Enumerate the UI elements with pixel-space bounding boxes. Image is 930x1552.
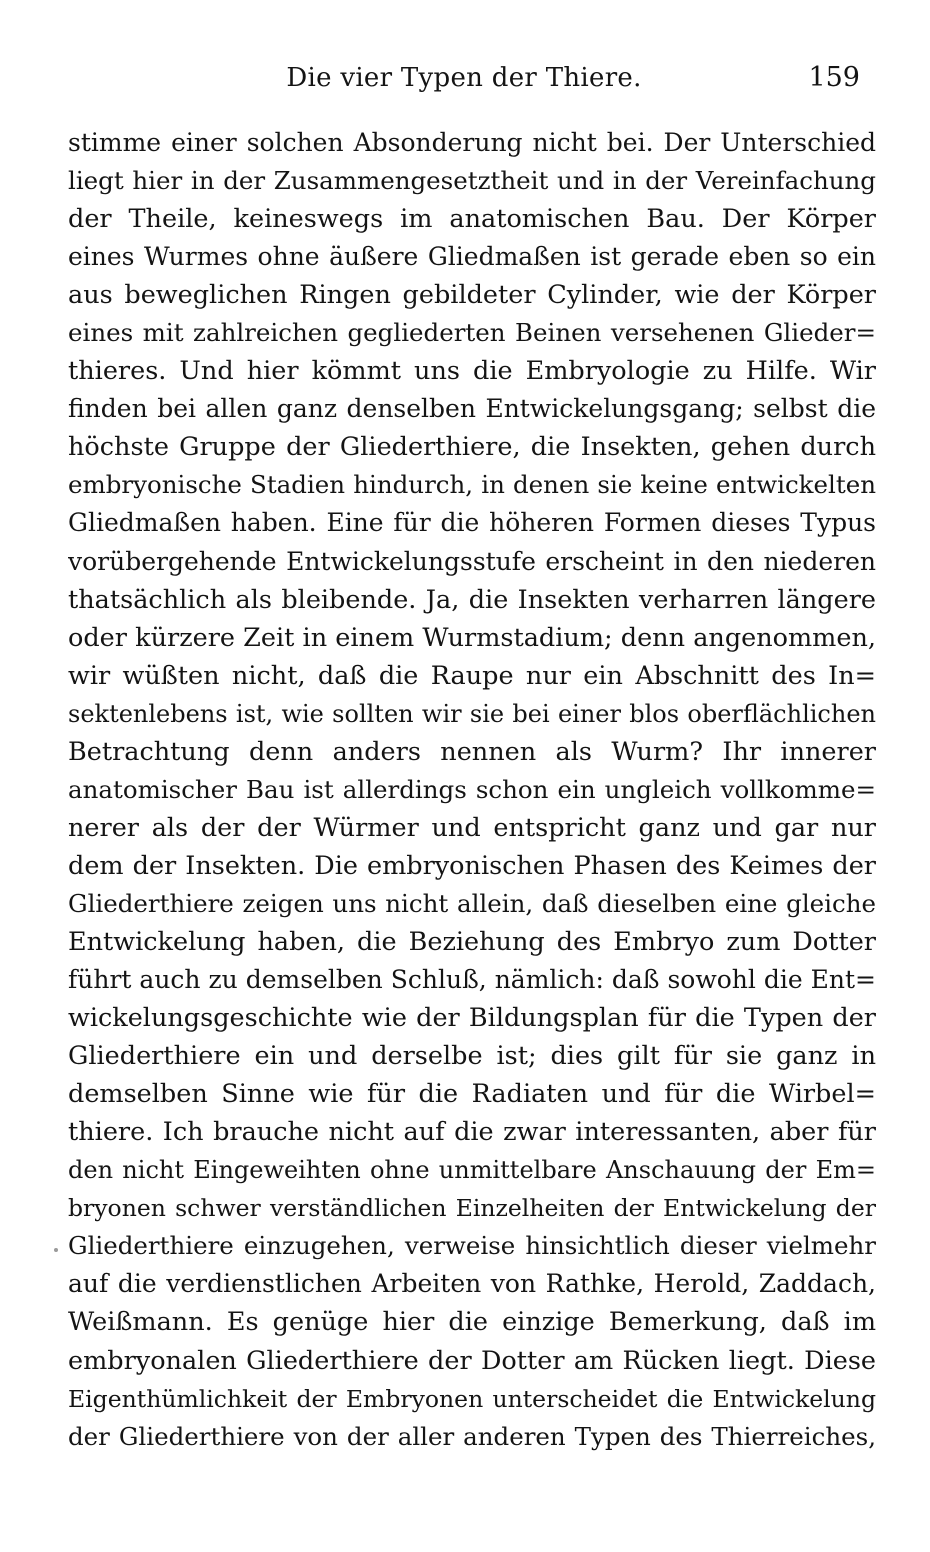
text-line: den nicht Eingeweihten ohne unmittelbare Anschauung der Em= xyxy=(68,1156,876,1185)
text-line: finden bei allen ganz denselben Entwickelungsgang; selbst die xyxy=(68,394,876,424)
text-line: eines mit zahlreichen gegliederten Beinen versehenen Glieder= xyxy=(68,318,876,348)
text-line: thatsächlich als bleibende. Ja, die Insekten verharren längere xyxy=(68,584,876,615)
text-line: der Theile, keineswegs im anatomischen Bau. Der Körper xyxy=(68,204,876,235)
text-line: Entwickelung haben, die Beziehung des Embryo zum Dotter xyxy=(68,926,876,957)
text-line: Gliederthiere zeigen uns nicht allein, daß dieselben eine gleiche xyxy=(68,888,876,918)
text-line: thieres. Und hier kömmt uns die Embryologie zu Hilfe. Wir xyxy=(68,356,876,387)
paper-speck xyxy=(54,1248,58,1252)
text-line: Gliederthiere ein und derselbe ist; dies gilt für sie ganz in xyxy=(68,1041,876,1072)
page-number: 159 xyxy=(808,62,860,93)
text-line: der Gliederthiere von der aller anderen Typen des Thierreiches, xyxy=(68,1421,876,1451)
text-line: stimme einer solchen Absonderung nicht bei. Der Unterschied xyxy=(68,128,876,157)
text-line: führt auch zu demselben Schluß, nämlich: daß sowohl die Ent= xyxy=(68,965,876,995)
text-line: vorübergehende Entwickelungsstufe erscheint in den niederen xyxy=(68,546,876,576)
running-head xyxy=(68,60,860,96)
text-line: aus beweglichen Ringen gebildeter Cylinder, wie der Körper xyxy=(68,280,876,311)
text-line: wir wüßten nicht, daß die Raupe nur ein Abschnitt des In= xyxy=(68,660,876,691)
text-line: bryonen schwer verständlichen Einzelheiten der Entwickelung der xyxy=(68,1194,876,1223)
text-line: embryonische Stadien hindurch, in denen sie keine entwickelten xyxy=(68,470,876,500)
text-line: sektenlebens ist, wie sollten wir sie bei einer blos oberflächlichen xyxy=(68,699,876,728)
text-line: eines Wurmes ohne äußere Gliedmaßen ist gerade eben so ein xyxy=(68,242,876,272)
text-line: demselben Sinne wie für die Radiaten und für die Wirbel= xyxy=(68,1079,876,1110)
text-line: wickelungsgeschichte wie der Bildungsplan für die Typen der xyxy=(68,1003,876,1034)
text-line: Gliederthiere einzugehen, verweise hinsichtlich dieser vielmehr xyxy=(68,1231,876,1261)
text-line: nerer als der der Würmer und entspricht ganz und gar nur xyxy=(68,812,876,843)
running-title: Die vier Typen der Thiere. xyxy=(286,63,642,93)
text-line: dem der Insekten. Die embryonischen Phasen des Keimes der xyxy=(68,850,876,881)
body-text xyxy=(68,124,876,1456)
text-line: Gliedmaßen haben. Eine für die höheren Formen dieses Typus xyxy=(68,508,876,538)
text-line: anatomischer Bau ist allerdings schon ein ungleich vollkomme= xyxy=(68,774,876,804)
text-line: oder kürzere Zeit in einem Wurmstadium; denn angenommen, xyxy=(68,622,876,653)
text-line: Betrachtung denn anders nennen als Wurm? Ihr innerer xyxy=(68,736,876,767)
text-line: auf die verdienstlichen Arbeiten von Rathke, Herold, Zaddach, xyxy=(68,1269,876,1299)
text-line: liegt hier in der Zusammengesetztheit und in der Vereinfachung xyxy=(68,166,876,196)
text-line: Weißmann. Es genüge hier die einzige Bemerkung, daß im xyxy=(68,1307,876,1338)
text-line: höchste Gruppe der Gliederthiere, die Insekten, gehen durch xyxy=(68,432,876,463)
text-line: embryonalen Gliederthiere der Dotter am Rücken liegt. Diese xyxy=(68,1345,876,1376)
text-line: thiere. Ich brauche nicht auf die zwar interessanten, aber für xyxy=(68,1117,876,1148)
text-line: Eigenthümlichkeit der Embryonen unterscheidet die Entwickelung xyxy=(68,1384,876,1413)
